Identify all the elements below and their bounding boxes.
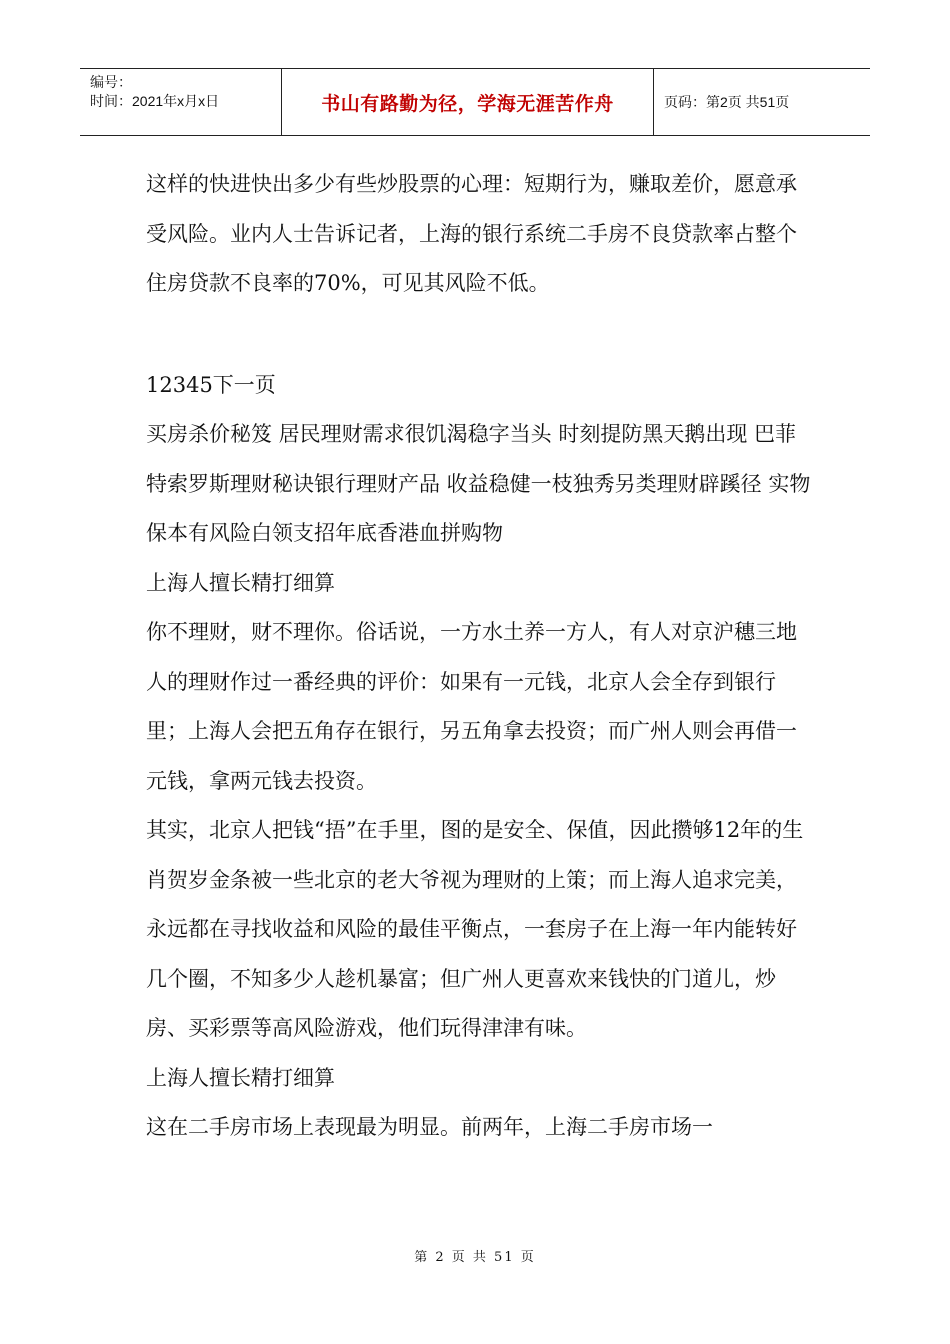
section-heading: 上海人擅长精打细算 bbox=[146, 1065, 335, 1090]
pagination-link[interactable]: 12345下一页 bbox=[146, 372, 276, 397]
page-header bbox=[80, 68, 870, 136]
paragraph: 你不理财，财不理你。俗话说，一方水土养一方人，有人对京沪穗三地人的理财作过一番经典的评价：如果有一元钱，北京人会全存到银行里；上海人会把五角存在银行，另五角拿去投资；而广州人则会再借一元钱，拿两元钱去投资。 bbox=[146, 620, 797, 793]
header-meta bbox=[80, 69, 282, 135]
header-page-info: 页码：第2页 共51页 bbox=[664, 94, 790, 110]
related-links-paragraph: 买房杀价秘笈 居民理财需求很饥渴稳字当头 时刻提防黑天鹅出现 巴菲特索罗斯理财秘诀银行理财产品 收益稳健一枝独秀另类理财辟蹊径 实物保本有风险白领支招年底香港血拼购物 bbox=[146, 422, 811, 545]
header-motto: 书山有路勤为径，学海无涯苦作舟 bbox=[282, 69, 654, 135]
document-number-label: 编号： bbox=[90, 74, 132, 90]
paragraph: 这样的快进快出多少有些炒股票的心理：短期行为，赚取差价，愿意承受风险。业内人士告诉记者，上海的银行系统二手房不良贷款率占整个住房贷款不良率的70%，可见其风险不低。 bbox=[146, 172, 797, 295]
paragraph: 其实，北京人把钱“捂”在手里，图的是安全、保值，因此攒够12年的生肖贺岁金条被一些北京的老大爷视为理财的上策；而上海人追求完美，永远都在寻找收益和风险的最佳平衡点，一套房子在上海一年内能转好几个圈，不知多少人趁机暴富；但广州人更喜欢来钱快的门道儿，炒房、买彩票等高风险游戏，他们玩得津津有味。 bbox=[146, 818, 804, 1040]
section-heading: 上海人擅长精打细算 bbox=[146, 570, 335, 595]
paragraph: 这在二手房市场上表现最为明显。前两年，上海二手房市场一 bbox=[146, 1115, 713, 1139]
paragraph-gap bbox=[146, 309, 816, 361]
document-body bbox=[146, 160, 816, 1153]
document-date-label: 时间：2021年x月x日 bbox=[90, 93, 220, 109]
page-footer: 第 2 页 共 51 页 bbox=[414, 1250, 536, 1265]
